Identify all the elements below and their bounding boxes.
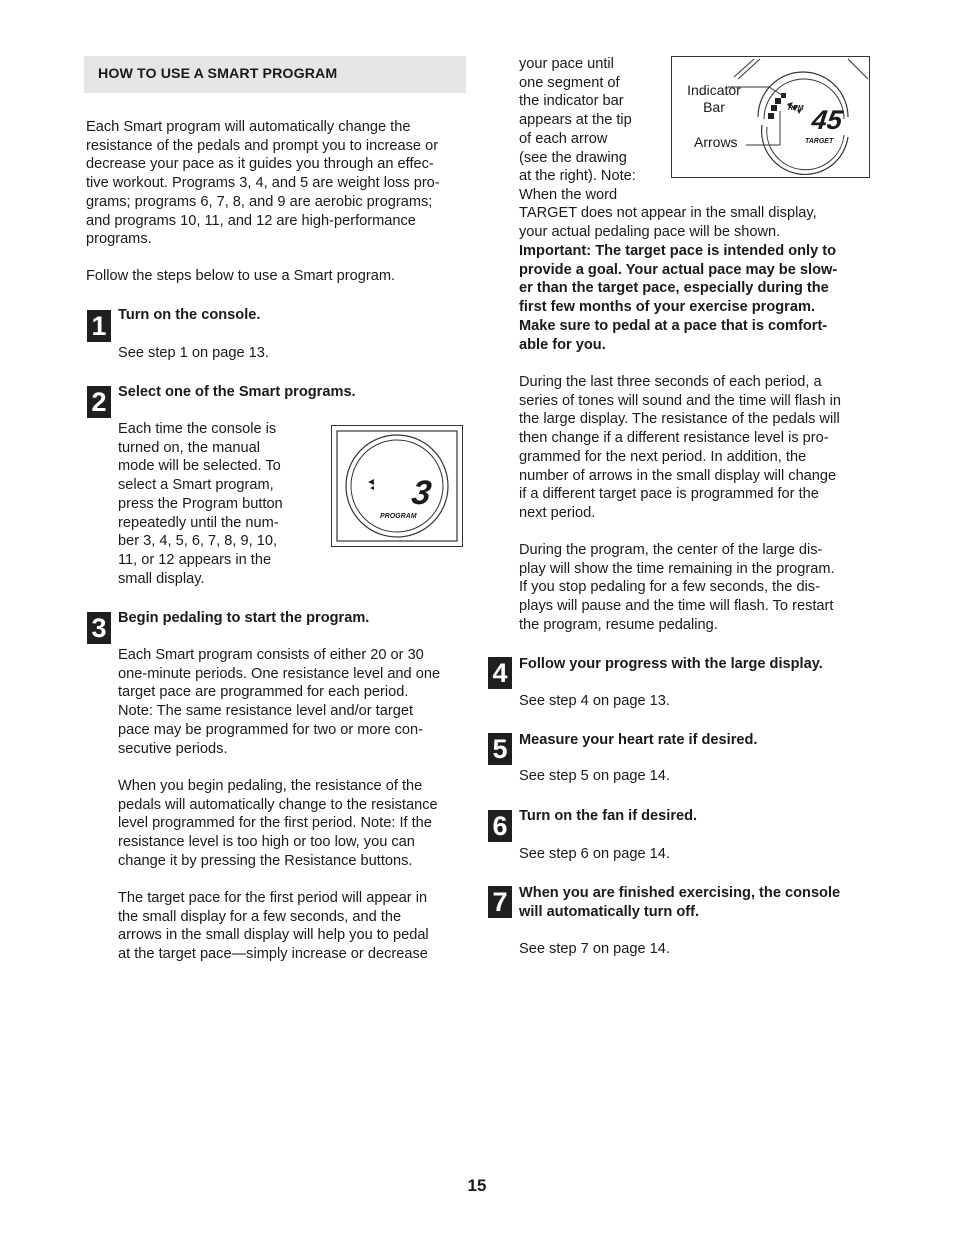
text-line: plays will pause and the time will flash. To restart bbox=[519, 598, 834, 615]
step-2-title: Select one of the Smart programs. bbox=[118, 384, 356, 400]
follow-steps-text: Follow the steps below to use a Smart program. bbox=[86, 268, 396, 284]
step-7-title bbox=[519, 884, 869, 921]
step-number-7: 7 bbox=[488, 886, 512, 918]
step-1-title: Turn on the console. bbox=[118, 307, 261, 323]
rpm-label: RPM bbox=[788, 105, 804, 112]
intro-line: and programs 10, 11, and 12 are high-performance bbox=[86, 212, 416, 229]
step-4-title: Follow your progress with the large display. bbox=[519, 656, 823, 672]
text-line: one-minute periods. One resistance level and one bbox=[118, 665, 441, 682]
indicator-bar-label bbox=[684, 82, 744, 116]
intro-line: grams; programs 6, 7, 8, and 9 are aerobic programs; bbox=[86, 193, 433, 210]
text-line: When you are finished exercising, the console bbox=[519, 885, 841, 901]
section-header bbox=[84, 56, 466, 93]
text-line: series of tones will sound and the time will flash in bbox=[519, 392, 842, 409]
step-number-1: 1 bbox=[87, 310, 111, 342]
step-6-body: See step 6 on page 14. bbox=[519, 846, 670, 862]
text-line: During the last three seconds of each period, a bbox=[519, 374, 822, 390]
step-2-line: repeatedly until the num- bbox=[118, 514, 279, 531]
text-line: play will show the time remaining in the program. bbox=[519, 560, 835, 577]
target-label: TARGET bbox=[805, 138, 834, 145]
text-line: then change if a different resistance level is pro- bbox=[519, 430, 829, 447]
step-1-body: See step 1 on page 13. bbox=[118, 345, 269, 361]
text-line: er than the target pace, especially during the bbox=[519, 280, 829, 297]
step-3-para-5 bbox=[519, 541, 869, 635]
step-3-para-3 bbox=[118, 889, 468, 964]
text-line: of each arrow bbox=[519, 130, 608, 147]
target-rpm-readout: 45 bbox=[809, 105, 845, 135]
text-line: Each Smart program consists of either 20 or 30 bbox=[118, 647, 424, 663]
text-line: grammed for the next period. In addition, the bbox=[519, 448, 807, 465]
text-line: provide a goal. Your actual pace may be slow- bbox=[519, 261, 838, 278]
text-line: the large display. The resistance of the pedals will bbox=[519, 411, 840, 428]
intro-line: programs. bbox=[86, 231, 152, 248]
text-line: When the word bbox=[519, 186, 618, 203]
text-line: pace may be programmed for two or more con- bbox=[118, 721, 423, 738]
intro-line: tive workout. Programs 3, 4, and 5 are weight loss pro- bbox=[86, 175, 440, 192]
text-line: arrows in the small display will help you to pedal bbox=[118, 927, 429, 944]
text-line: Note: The same resistance level and/or target bbox=[118, 703, 414, 720]
arrows-label: Arrows bbox=[694, 134, 738, 150]
text-line: target pace are programmed for each period. bbox=[118, 684, 409, 701]
step-2-line: turned on, the manual bbox=[118, 439, 260, 456]
text-line: When you begin pedaling, the resistance of the bbox=[118, 778, 423, 794]
text-line: The target pace for the first period will appear in bbox=[118, 890, 428, 906]
indicator-label-line: Indicator bbox=[687, 82, 741, 98]
step-number-6: 6 bbox=[488, 810, 512, 842]
step-6-title: Turn on the fan if desired. bbox=[519, 808, 698, 824]
text-line: at the right). Note: bbox=[519, 168, 636, 185]
step-number-2: 2 bbox=[87, 386, 111, 418]
step-5-body: See step 5 on page 14. bbox=[519, 768, 670, 784]
step-number-5: 5 bbox=[488, 733, 512, 765]
text-line: first few months of your exercise program. bbox=[519, 299, 816, 316]
step-2-line: small display. bbox=[118, 570, 205, 587]
text-line: the program, resume pedaling. bbox=[519, 616, 718, 633]
step-5-title: Measure your heart rate if desired. bbox=[519, 732, 758, 748]
program-display-figure bbox=[331, 425, 463, 547]
text-line: your actual pedaling pace will be shown. bbox=[519, 223, 781, 240]
step-3-para-4 bbox=[519, 373, 869, 523]
intro-line: resistance of the pedals and prompt you to increase or bbox=[86, 137, 439, 154]
text-line: the small display for a few seconds, and the bbox=[118, 908, 402, 925]
text-line: pedals will automatically change to the resistance bbox=[118, 796, 438, 813]
text-line: Important: The target pace is intended only to bbox=[519, 243, 837, 259]
text-line: will automatically turn off. bbox=[519, 903, 700, 920]
important-note bbox=[519, 242, 869, 354]
step-2-line: ber 3, 4, 5, 6, 7, 8, 9, 10, bbox=[118, 533, 278, 550]
text-line: number of arrows in the small display will change bbox=[519, 467, 837, 484]
text-line: If you stop pedaling for a few seconds, the dis- bbox=[519, 579, 820, 596]
step-2-line: Each time the console is bbox=[118, 421, 277, 437]
step-number-3: 3 bbox=[87, 612, 111, 644]
text-line: TARGET does not appear in the small display, bbox=[519, 205, 817, 221]
text-line: next period. bbox=[519, 504, 596, 521]
intro-paragraph bbox=[86, 118, 471, 249]
intro-line: Each Smart program will automatically change the bbox=[86, 119, 411, 135]
step-3-para-1 bbox=[118, 646, 468, 758]
text-line: one segment of bbox=[519, 74, 620, 91]
step-2-body bbox=[118, 420, 323, 588]
program-number-readout: 3 bbox=[409, 474, 434, 512]
text-line: (see the drawing bbox=[519, 149, 627, 166]
text-line: the indicator bar bbox=[519, 93, 624, 110]
step-2-line: press the Program button bbox=[118, 495, 283, 512]
text-line: if a different target pace is programmed for the bbox=[519, 486, 819, 503]
target-display-figure bbox=[671, 56, 870, 178]
step-4-body: See step 4 on page 13. bbox=[519, 693, 670, 709]
text-line: resistance level is too high or too low, you can bbox=[118, 834, 415, 851]
section-title: HOW TO USE A SMART PROGRAM bbox=[98, 66, 338, 82]
program-label: PROGRAM bbox=[380, 513, 417, 520]
text-line: Make sure to pedal at a pace that is comfort- bbox=[519, 317, 828, 334]
text-line: secutive periods. bbox=[118, 740, 228, 757]
intro-line: decrease your pace as it guides you through an effec- bbox=[86, 156, 434, 173]
text-line: change it by pressing the Resistance buttons. bbox=[118, 852, 413, 869]
text-line: able for you. bbox=[519, 336, 606, 353]
step-7-body: See step 7 on page 14. bbox=[519, 941, 670, 957]
text-line: appears at the tip bbox=[519, 112, 632, 129]
text-line: level programmed for the first period. Note: If the bbox=[118, 815, 432, 832]
text-line: your pace until bbox=[519, 56, 614, 72]
step-2-line: 11, or 12 appears in the bbox=[118, 551, 272, 568]
step-3-continuation bbox=[519, 55, 664, 205]
step-3-title: Begin pedaling to start the program. bbox=[118, 610, 370, 626]
program-display-drawing bbox=[332, 426, 462, 546]
page-number: 15 bbox=[467, 1176, 487, 1195]
step-3-para-2 bbox=[118, 777, 468, 871]
text-line: at the target pace—simply increase or decrease bbox=[118, 946, 428, 963]
indicator-label-line: Bar bbox=[703, 99, 725, 115]
step-2-line: mode will be selected. To bbox=[118, 458, 281, 475]
step-number-4: 4 bbox=[488, 657, 512, 689]
step-3-continuation-full bbox=[519, 204, 869, 241]
step-2-line: select a Smart program, bbox=[118, 477, 274, 494]
text-line: During the program, the center of the large dis- bbox=[519, 542, 823, 558]
